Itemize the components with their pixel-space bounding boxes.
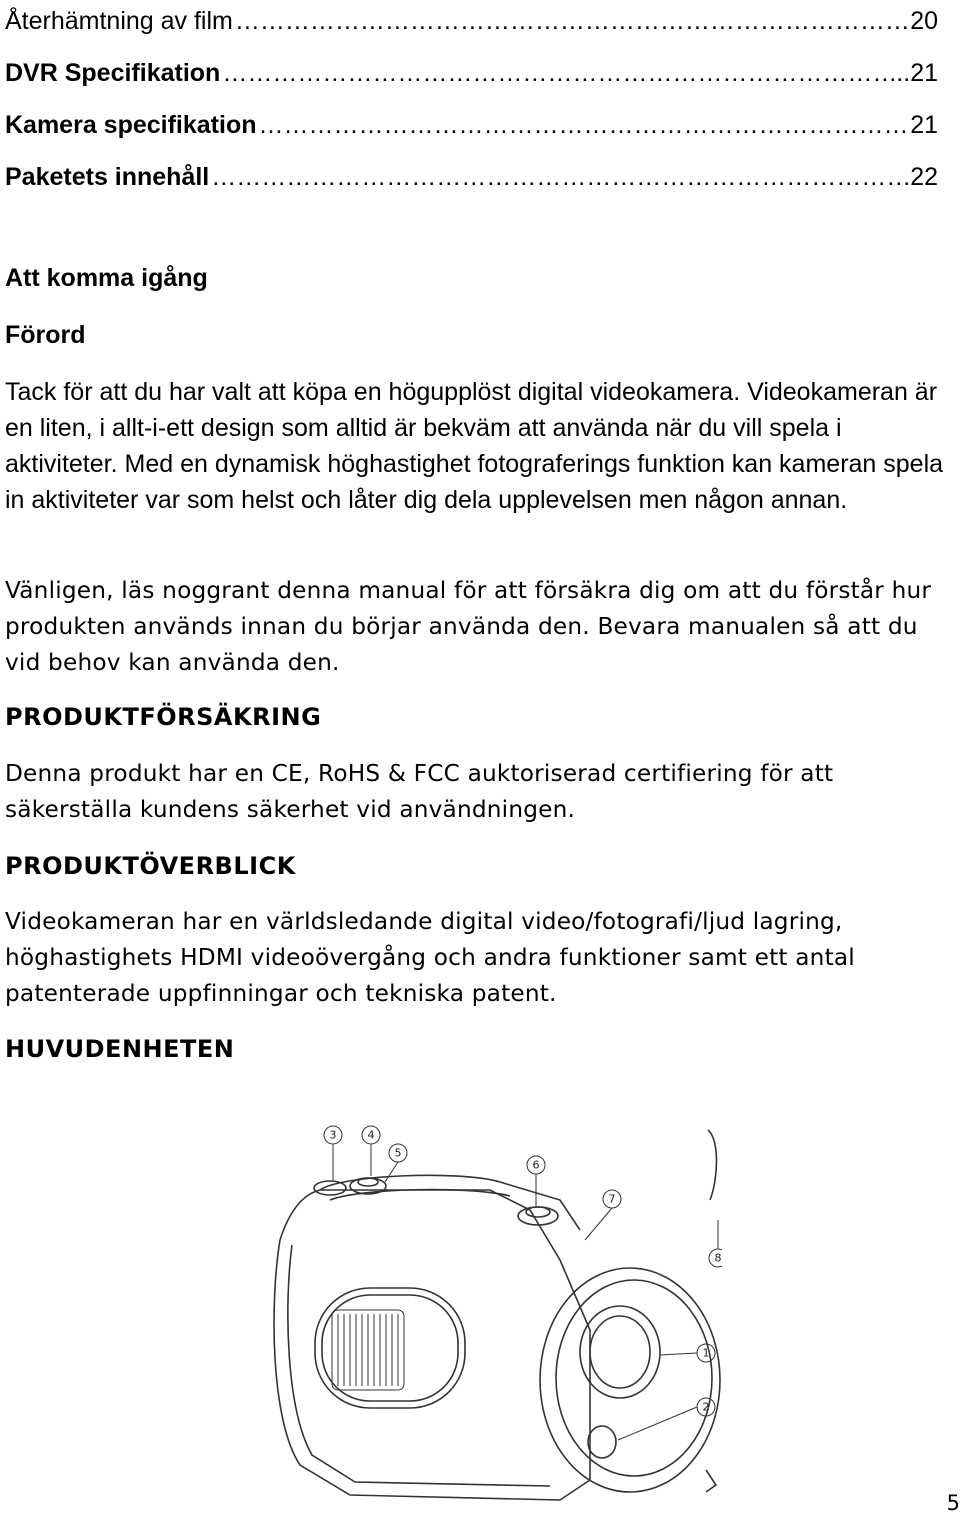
intro-paragraph: Tack för att du har valt att köpa en högupplöst digital videokamera. Videokameran är en liten, i allt-i-ett design som alltid är bekväm att använda när du vill spela i aktiviteter. Med en dynamisk höghastighet fotograferings funktion kan kameran spela in aktiviteter var som helst och låter dig dela upplevelsen men någon annan. [5, 378, 944, 514]
callout-label: 1 [702, 1346, 710, 1360]
main-unit-heading: HUVUDENHETEN [5, 1035, 235, 1063]
toc-entry-page: ..21 [896, 59, 938, 87]
callout-label: 7 [608, 1192, 616, 1206]
insurance-paragraph: Denna produkt har en CE, RoHS & FCC auktoriserad certifiering för att säkerställa kundens säkerhet vid användningen. [5, 760, 834, 823]
toc-entry-dvr-spec[interactable] [5, 54, 938, 88]
page-number: 5 [946, 1491, 960, 1515]
toc-leader-dots [222, 58, 894, 88]
manual-note-paragraph: Vänligen, läs noggrant denna manual för att försäkra dig om att du förstår hur produkten används innan du börjar använda den. Bevara manualen så att du vid behov kan använda den. [5, 577, 932, 676]
callout-label: 4 [367, 1128, 375, 1142]
callout-label: 8 [714, 1251, 722, 1265]
toc-entry-title: DVR Specifikation [5, 59, 221, 87]
callout-label: 5 [394, 1146, 402, 1160]
callout-label: 2 [702, 1400, 710, 1414]
toc-entry-page: 22 [910, 163, 938, 191]
toc-entry-page: 20 [910, 7, 938, 35]
camera-illustration [260, 1120, 722, 1505]
toc-leader-dots [211, 162, 908, 192]
overview-heading: PRODUKTÖVERBLICK [5, 852, 296, 880]
toc-entry-title: Återhämtning av film [5, 7, 233, 35]
insurance-heading: PRODUKTFÖRSÄKRING [5, 703, 322, 731]
toc-leader-dots [235, 6, 908, 36]
toc-entry-title: Paketets innehåll [5, 163, 210, 191]
toc-entry-title: Kamera specifikation [5, 111, 257, 139]
callout-label: 3 [329, 1128, 337, 1142]
camera-diagram [260, 1120, 722, 1505]
toc-entry-film-recovery[interactable] [5, 2, 938, 36]
toc-entry-package-contents[interactable] [5, 158, 938, 192]
toc-leader-dots [259, 110, 909, 140]
toc-entry-camera-spec[interactable] [5, 106, 938, 140]
callout-label: 6 [532, 1158, 540, 1172]
overview-paragraph: Videokameran har en världsledande digital video/fotografi/ljud lagring, höghastighets HDMI videoövergång och andra funktioner samt ett antal patenterade uppfinningar och tekniska patent. [5, 908, 855, 1007]
toc-entry-page: 21 [910, 111, 938, 139]
section-heading: Att komma igång [5, 264, 208, 292]
section-subheading: Förord [5, 321, 86, 349]
